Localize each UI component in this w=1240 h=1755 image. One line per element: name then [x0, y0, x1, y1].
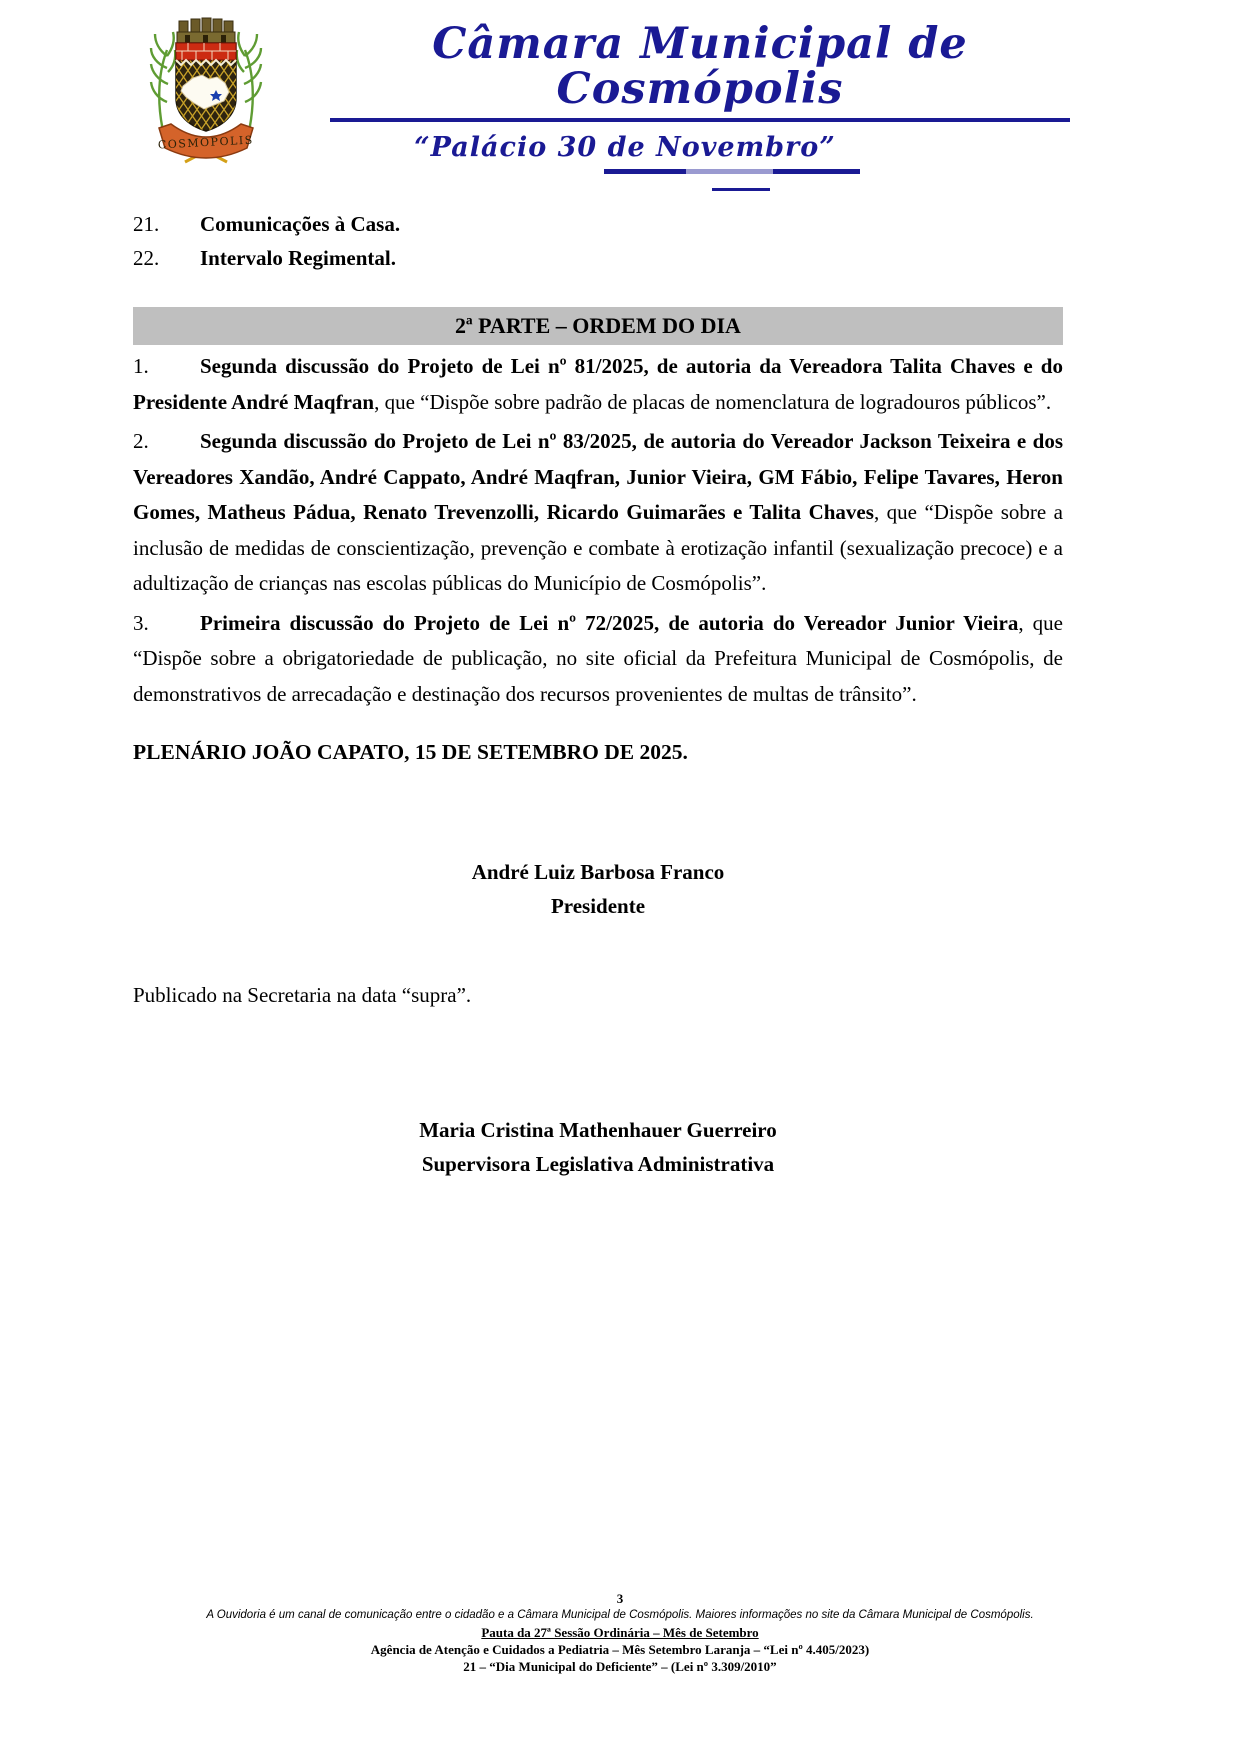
mural-crown [177, 18, 235, 43]
footer-law-line: 21 – “Dia Municipal do Deficiente” – (Lei nº 3.309/2010” [463, 1659, 777, 1674]
order-item-3 [133, 606, 1063, 713]
decorative-rule [604, 169, 860, 174]
decorative-rule-small [712, 188, 770, 191]
agenda-item [133, 207, 1063, 241]
order-item-number: 1. [133, 354, 149, 378]
published-line: Publicado na Secretaria na data “supra”. [133, 983, 472, 1007]
signature-block-president [133, 855, 1063, 923]
section-banner: 2ª PARTE – ORDEM DO DIA [133, 307, 1063, 345]
signature-role: Presidente [550, 894, 646, 918]
signature-name: André Luiz Barbosa Franco [471, 860, 725, 884]
footer-session-line: Pauta da 27ª Sessão Ordinária – Mês de Setembro [481, 1625, 759, 1640]
agenda-item-number: 21. [133, 212, 160, 236]
order-item-number: 2. [133, 429, 149, 453]
cosmopolis-coat-of-arms-icon [143, 12, 269, 164]
document-header [330, 19, 1070, 191]
page-subtitle: “Palácio 30 de Novembro” [414, 132, 836, 164]
agenda-item-text: Comunicações à Casa. [200, 212, 401, 236]
order-item-bold-text: Segunda discussão do Projeto de Lei nº 81/2025, de autoria da Vereadora Talita Chaves e do Presidente André Maqfran [133, 354, 1063, 414]
page-number: 3 [616, 1591, 624, 1606]
order-item-regular-text: , que “Dispõe sobre a inclusão de medidas de conscientização, prevenção e combate à erotização infantil (sexualização precoce) e a adultização de crianças nas escolas públicas do Município de Cosmópolis”. [133, 500, 1063, 595]
signature-name: Maria Cristina Mathenhauer Guerreiro [419, 1118, 777, 1142]
footer-ouvidoria-line: A Ouvidoria é um canal de comunicação entre o cidadão e a Câmara Municipal de Cosmópolis. Maiores informações no site da Câmara Municipal de Cosmópolis. [206, 1609, 1034, 1621]
order-item-1 [133, 349, 1063, 420]
agenda-item-text: Intervalo Regimental. [200, 246, 396, 270]
subtitle-wrap [330, 132, 920, 163]
order-item-regular-text: , que “Dispõe sobre a obrigatoriedade de publicação, no site oficial da Prefeitura Municipal de Cosmópolis, de demonstrativos de arrecadação e destinação dos recursos provenientes de multas de trânsito”. [133, 610, 1063, 706]
plenary-date-line: PLENÁRIO JOÃO CAPATO, 15 DE SETEMBRO DE 2025. [133, 740, 688, 764]
document-body [133, 207, 1063, 1181]
signature-role: Supervisora Legislativa Administrativa [421, 1152, 775, 1176]
order-item-bold-text: Primeira discussão do Projeto de Lei nº 72/2025, de autoria do Vereador Junior Vieira [200, 610, 1019, 635]
agenda-item [133, 241, 1063, 275]
shield [176, 43, 236, 131]
order-item-2 [133, 424, 1063, 602]
order-item-regular-text: , que “Dispõe sobre padrão de placas de nomenclatura de logradouros públicos”. [374, 389, 1052, 414]
coat-of-arms-graphic [143, 12, 269, 164]
order-item-number: 3. [133, 610, 149, 635]
order-item-bold-text: Segunda discussão do Projeto de Lei nº 83/2025, de autoria do Vereador Jackson Teixeira e dos Vereadores Xandão, André Cappato, André Maqfran, Junior Vieira, GM Fábio, Felipe Tavares, Heron Gomes, Matheus Pádua, Renato Trevenzolli, Ricardo Guimarães e Talita Chaves [133, 429, 1063, 524]
page-title: Câmara Municipal de Cosmópolis [330, 22, 1070, 122]
agenda-item-number: 22. [133, 246, 160, 270]
page-footer [0, 1590, 1240, 1675]
logo-banner-text: COSMOPOLIS [157, 133, 255, 152]
footer-campaign-line: Agência de Atenção e Cuidados a Pediatria – Mês Setembro Laranja – “Lei nº 4.405/2023) [370, 1642, 870, 1657]
signature-block-supervisor [133, 1113, 1063, 1181]
